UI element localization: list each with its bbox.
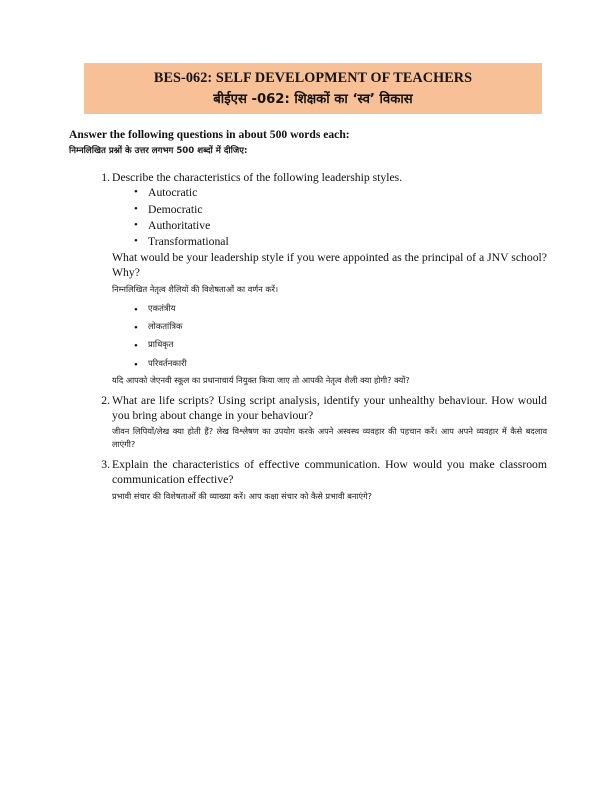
question-1-hindi-bullets — [112, 299, 547, 372]
question-3-hindi: प्रभावी संचार की विशेषताओं की व्याख्या करें। आप कक्षा संचार को कैसे प्रभावी बनाएंगे? — [112, 490, 373, 501]
question-2-hindi: जीवन लिपियों/लेख क्या होती हैं? लेख विश्लेषण का उपयोग करके अपने अस्वस्थ व्यवहार की पहचान करें। आप अपने व्यवहार में कैसे बदलाव लाएंगी? — [112, 426, 547, 450]
bullet-icon: • — [134, 202, 138, 215]
question-number-3: 3. — [101, 457, 110, 471]
list-item-label: Authoritative — [148, 218, 211, 232]
list-item-label: प्राधिकृत — [148, 339, 174, 350]
bullet-icon: • — [134, 321, 138, 334]
course-title-hindi: बीईएस -062: शिक्षकों का ‘स्व’ विकास — [213, 91, 413, 107]
questions-list — [69, 170, 547, 502]
question-number-1: 1. — [101, 171, 110, 184]
bullet-icon: • — [134, 218, 138, 231]
list-item — [112, 185, 547, 201]
bullet-icon: • — [134, 358, 138, 371]
list-item-label: परिवर्तनकारी — [148, 357, 187, 368]
list-item-label: एकतंत्रीय — [148, 302, 176, 313]
bullet-icon: • — [134, 234, 138, 247]
question-number-2: 2. — [101, 393, 110, 407]
question-2-english: What are life scripts? Using script analysis, identify your unhealthy behaviour. How would you bring about change in your behaviour? — [112, 393, 547, 422]
question-1-hindi-intro: निम्नलिखित नेतृत्व शैलियों की विशेषताओं का वर्णन करें। — [112, 283, 279, 294]
question-item-1 — [69, 170, 547, 387]
list-item — [112, 202, 547, 218]
question-item-3 — [69, 457, 547, 503]
list-item-label: Democratic — [148, 202, 203, 216]
list-item-label: Autocratic — [148, 186, 198, 200]
course-title-banner — [84, 63, 542, 114]
list-item — [112, 299, 547, 317]
list-item — [112, 218, 547, 234]
question-1-english-intro: Describe the characteristics of the following leadership styles. — [112, 171, 403, 184]
bullet-icon: • — [134, 340, 138, 353]
course-title-english: BES-062: SELF DEVELOPMENT OF TEACHERS — [153, 70, 473, 87]
instruction-hindi: निम्नलिखित प्रश्नों के उत्तर लगभग 500 शब्दों में दीजिए: — [69, 145, 248, 156]
instruction-english: Answer the following questions in about 500 words each: — [69, 128, 350, 141]
bullet-icon: • — [134, 186, 138, 199]
question-1-english-followup: What would be your leadership style if you were appointed as the principal of a JNV school? Why? — [112, 251, 547, 280]
question-item-2 — [69, 393, 547, 451]
question-1-hindi-followup: यदि आपको जेएनवी स्कूल का प्रधानाचार्य नियुक्त किया जाए तो आपकी नेतृत्व शैली क्या होगी? क्यों? — [112, 374, 410, 385]
list-item — [112, 317, 547, 335]
instructions-block — [69, 127, 543, 158]
question-1-english-bullets — [112, 185, 547, 250]
list-item-label: लोकतांत्रिक — [148, 320, 183, 331]
list-item — [112, 234, 547, 250]
list-item — [112, 354, 547, 372]
list-item — [112, 335, 547, 353]
list-item-label: Transformational — [148, 234, 229, 248]
bullet-icon: • — [134, 303, 138, 316]
question-3-english: Explain the characteristics of effective communication. How would you make classroom communication effective? — [112, 457, 547, 487]
